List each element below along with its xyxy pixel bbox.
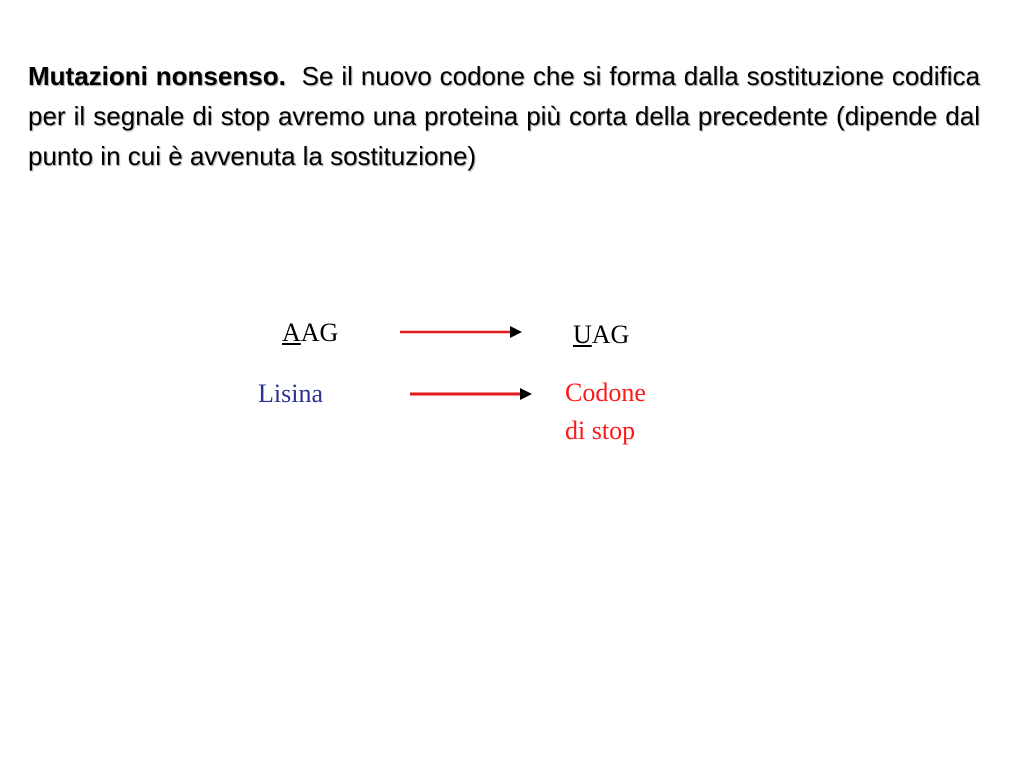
mutated-codon-mutated-base: U <box>573 320 592 349</box>
original-codon-rest: AG <box>300 318 339 347</box>
definition-paragraph <box>28 56 980 176</box>
mutated-codon <box>573 320 629 350</box>
mutated-codon-rest: AG <box>591 320 630 349</box>
meaning-arrow <box>408 386 538 402</box>
codon-arrow <box>398 324 528 340</box>
stop-codon-line-2: di stop <box>565 416 636 445</box>
term-label: Mutazioni nonsenso. <box>28 61 286 91</box>
amino-acid-label: Lisina <box>258 379 323 408</box>
stop-codon-label <box>565 374 646 450</box>
definition-text: Se il nuovo codone che si forma dalla sostituzione codifica per il segnale di stop avremo una proteina più corta della precedente (dipende dal punto in cui è avvenuta la sostituzione) <box>28 61 980 171</box>
original-codon-mutated-base: A <box>282 318 301 347</box>
stop-codon-line-1: Codone <box>565 378 646 407</box>
original-codon <box>282 318 338 348</box>
